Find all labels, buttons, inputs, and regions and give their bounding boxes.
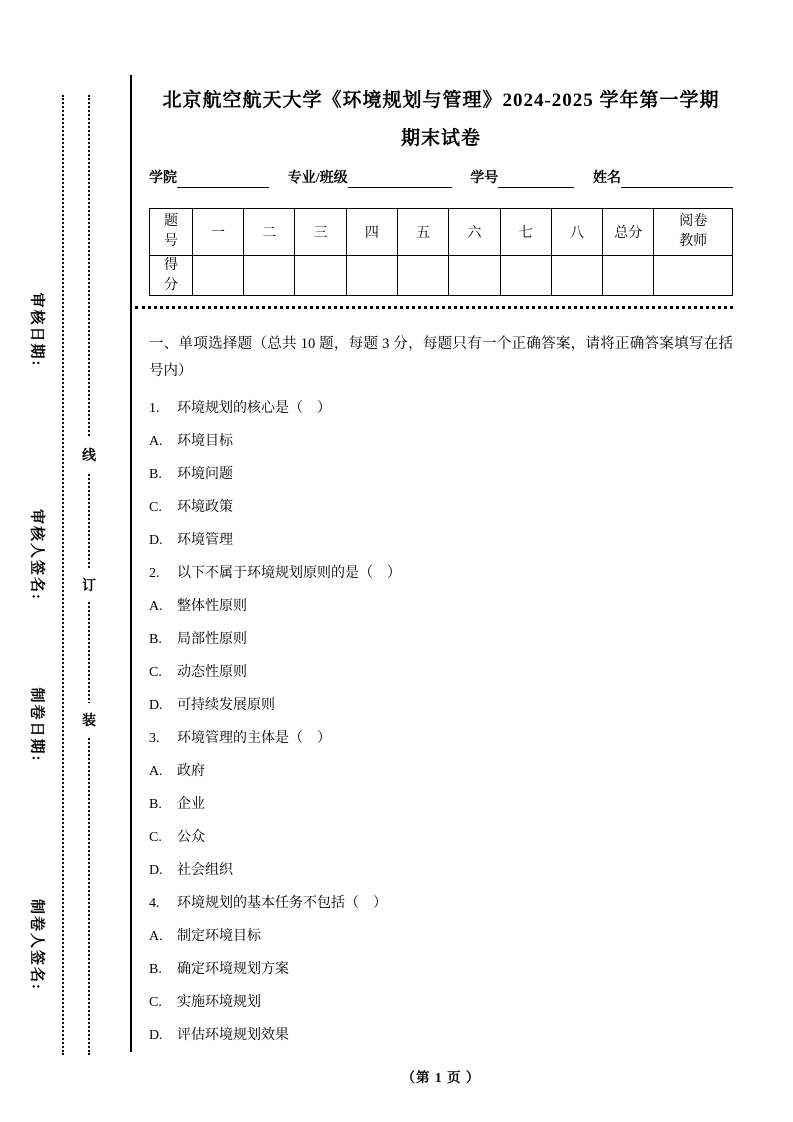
- q1-option-a-text: 环境目标: [177, 434, 233, 450]
- q4-option-b-label: B.: [149, 962, 162, 978]
- score-cell-2: [244, 256, 295, 296]
- q2-option-d: [149, 696, 733, 715]
- q4-option-a-label: A.: [149, 929, 163, 945]
- q1-option-c-label: C.: [149, 500, 162, 516]
- score-cell-grader: [654, 256, 733, 296]
- margin-label-review-date: 审核日期:: [28, 292, 45, 368]
- q4-option-b: [149, 960, 733, 979]
- exam-title: [149, 88, 733, 152]
- q3-option-d: [149, 861, 733, 880]
- score-cell-1: [192, 256, 243, 296]
- q2-option-a-text: 整体性原则: [177, 599, 247, 615]
- score-table-col-3: 三: [295, 209, 346, 256]
- binding-dotted-line-outer: [62, 95, 64, 1055]
- binding-char-line: 线: [81, 438, 97, 472]
- score-table-col-8: 八: [551, 209, 602, 256]
- q1-option-b-label: B.: [149, 467, 162, 483]
- q2-text: 以下不属于环境规划原则的是（ ）: [177, 566, 401, 582]
- q4-number: 4.: [149, 896, 160, 912]
- name-label: 姓名: [593, 171, 621, 186]
- page-left-border: [130, 75, 132, 1052]
- score-row-header-cell: [150, 256, 193, 296]
- score-cell-4: [346, 256, 397, 296]
- score-row-label: 得分: [163, 258, 178, 293]
- q3-option-c: [149, 828, 733, 847]
- score-table-col-6: 六: [449, 209, 500, 256]
- score-table-col-1: 一: [192, 209, 243, 256]
- q1-option-a-label: A.: [149, 434, 163, 450]
- q4-option-d-text: 评估环境规划效果: [177, 1028, 289, 1044]
- binding-char-staple: 订: [81, 568, 97, 602]
- score-table-score-row: [150, 256, 733, 296]
- q2-option-b: [149, 630, 733, 649]
- q1-option-d: [149, 531, 733, 550]
- q2-number: 2.: [149, 566, 160, 582]
- score-cell-total: [603, 256, 654, 296]
- q3-text: 环境管理的主体是（ ）: [177, 731, 331, 747]
- q1-option-b-text: 环境问题: [177, 467, 233, 483]
- q3-option-b-text: 企业: [177, 797, 205, 813]
- student-id-blank: [498, 170, 574, 188]
- q1-option-b: [149, 465, 733, 484]
- q1-option-d-label: D.: [149, 533, 163, 549]
- q1-option-c-text: 环境政策: [177, 500, 233, 516]
- q4-option-d-label: D.: [149, 1028, 163, 1044]
- q1-option-c: [149, 498, 733, 517]
- q4-text: 环境规划的基本任务不包括（ ）: [177, 896, 387, 912]
- dotted-divider: [135, 306, 733, 309]
- q3-option-a: [149, 762, 733, 781]
- q3-stem: [149, 729, 733, 748]
- q4-option-a-text: 制定环境目标: [177, 929, 261, 945]
- q3-option-a-text: 政府: [177, 764, 205, 780]
- college-label: 学院: [149, 171, 177, 186]
- q4-option-c-text: 实施环境规划: [177, 995, 261, 1011]
- major-class-label: 专业/班级: [287, 171, 348, 186]
- score-cell-5: [398, 256, 449, 296]
- q3-option-d-text: 社会组织: [177, 863, 233, 879]
- college-blank: [177, 170, 269, 188]
- q2-option-d-label: D.: [149, 698, 163, 714]
- score-table-header-row: [150, 209, 733, 256]
- q2-option-b-label: B.: [149, 632, 162, 648]
- name-blank: [621, 170, 733, 188]
- margin-label-reviewer-signature: 审核人签名:: [28, 509, 45, 601]
- score-table-col-5: 五: [398, 209, 449, 256]
- q3-option-a-label: A.: [149, 764, 163, 780]
- q2-option-c-label: C.: [149, 665, 162, 681]
- q4-option-c: [149, 993, 733, 1012]
- q2-stem: [149, 564, 733, 583]
- section-heading: 一、单项选择题（总共 10 题，每题 3 分，每题只有一个正确答案，请将正确答案填写在括号内）: [149, 336, 733, 380]
- q2-option-a: [149, 597, 733, 616]
- q2-option-c-text: 动态性原则: [177, 665, 247, 681]
- q3-option-d-label: D.: [149, 863, 163, 879]
- q2-option-b-text: 局部性原则: [177, 632, 247, 648]
- score-table-col-2: 二: [244, 209, 295, 256]
- major-class-blank: [348, 170, 452, 188]
- q3-number: 3.: [149, 731, 160, 747]
- binding-char-bind: 装: [81, 703, 97, 737]
- score-cell-3: [295, 256, 346, 296]
- grader-cell-label: 阅卷教师: [679, 214, 708, 249]
- q3-option-b-label: B.: [149, 797, 162, 813]
- q1-stem: [149, 399, 733, 418]
- q2-option-d-text: 可持续发展原则: [177, 698, 275, 714]
- margin-label-maker-signature: 制卷人签名:: [28, 899, 45, 991]
- student-id-label: 学号: [470, 171, 499, 186]
- score-cell-8: [551, 256, 602, 296]
- q3-option-b: [149, 795, 733, 814]
- q1-text: 环境规划的核心是（ ）: [177, 401, 331, 417]
- q4-stem: [149, 894, 733, 913]
- score-table-col-grader: [654, 209, 733, 256]
- score-cell-6: [449, 256, 500, 296]
- q1-option-a: [149, 432, 733, 451]
- score-table-corner-cell: [150, 209, 193, 256]
- exam-title-line1: 北京航空航天大学《环境规划与管理》2024-2025 学年第一学期: [162, 90, 720, 111]
- q4-option-c-label: C.: [149, 995, 162, 1011]
- q4-option-d: [149, 1026, 733, 1045]
- q1-number: 1.: [149, 401, 160, 417]
- q1-option-d-text: 环境管理: [177, 533, 233, 549]
- score-table-col-total: 总分: [603, 209, 654, 256]
- margin-label-made-date: 制卷日期:: [28, 687, 45, 763]
- score-table: [149, 208, 733, 296]
- score-table-col-7: 七: [500, 209, 551, 256]
- q4-option-a: [149, 927, 733, 946]
- exam-title-line2: 期末试卷: [400, 128, 481, 149]
- q4-option-b-text: 确定环境规划方案: [177, 962, 289, 978]
- q2-option-c: [149, 663, 733, 682]
- exam-content: [149, 88, 733, 1045]
- q3-option-c-text: 公众: [177, 830, 205, 846]
- q3-option-c-label: C.: [149, 830, 162, 846]
- page-number-footer: （第 1 页 ）: [401, 1070, 481, 1085]
- corner-cell-label: 题号: [163, 214, 178, 249]
- score-cell-7: [500, 256, 551, 296]
- q2-option-a-label: A.: [149, 599, 163, 615]
- score-table-col-4: 四: [346, 209, 397, 256]
- student-info-row: [149, 170, 733, 188]
